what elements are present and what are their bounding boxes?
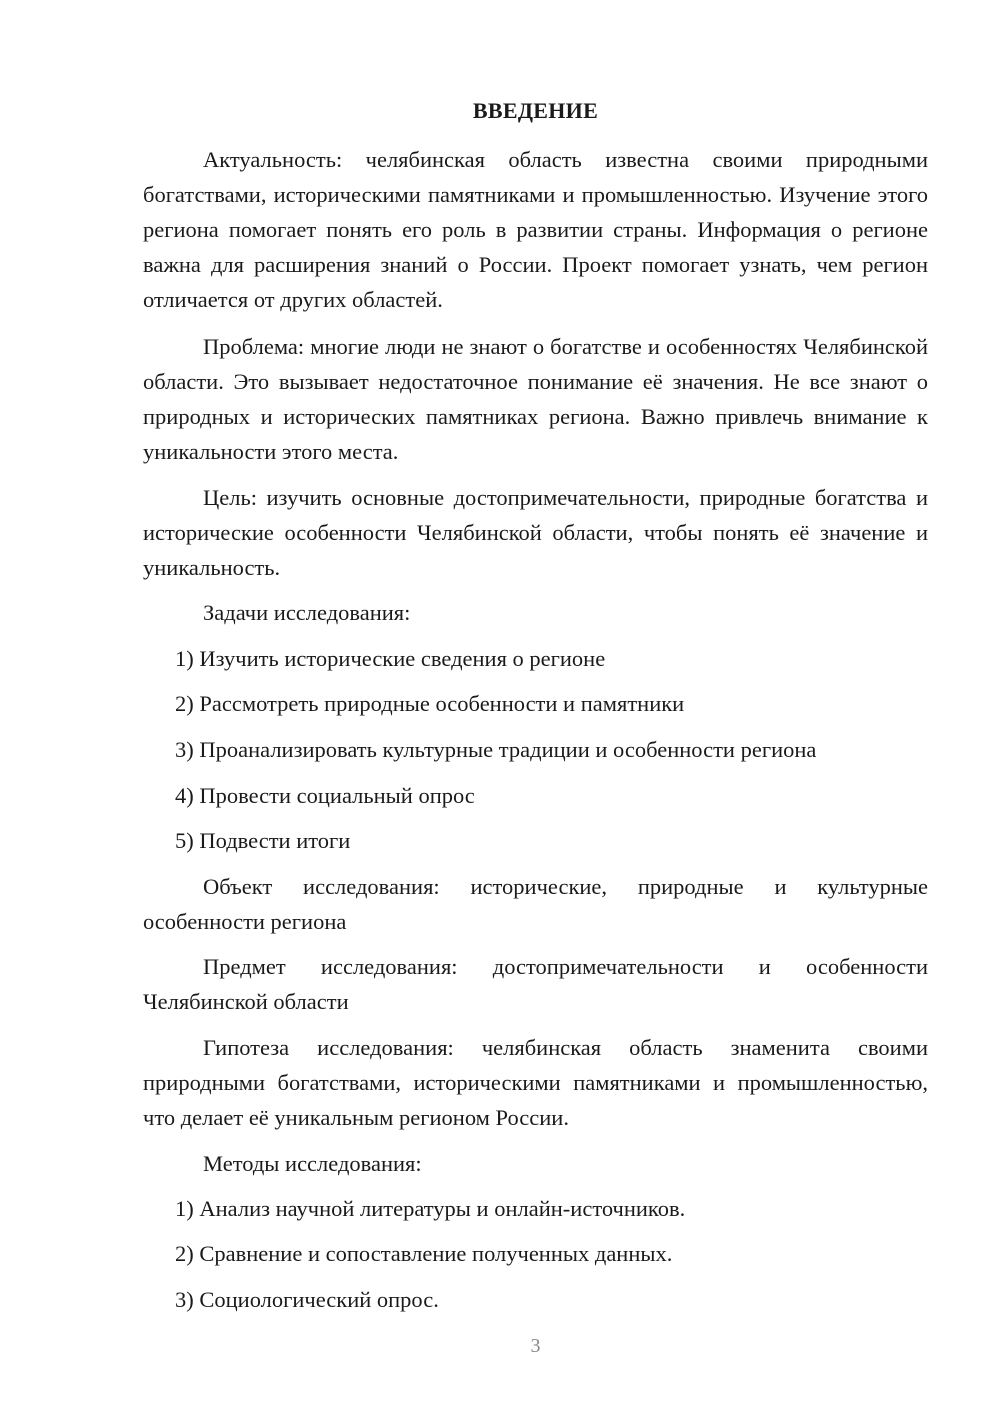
page-number: 3 — [530, 1335, 541, 1357]
paragraph-problem: Проблема: многие люди не знают о богатстве и особенностях Челябинской области. Это вызывает недостаточное понимание её значения. Не все знают о природных и исторических памятниках региона. Важно привлечь внимание к уникальности этого места. — [143, 334, 928, 464]
paragraph-relevance: Актуальность: челябинская область известна своими природными богатствами, историческими памятниками и промышленностью. Изучение этого региона помогает понять его роль в развитии страны. Информация о регионе важна для расширения знаний о России. Проект помогает узнать, чем регион отличается от других областей. — [143, 147, 928, 312]
list-item-task-2: 2) Рассмотреть природные особенности и памятники — [175, 691, 685, 716]
list-item-method-2: 2) Сравнение и сопоставление полученных данных. — [175, 1241, 673, 1266]
list-item-task-3: 3) Проанализировать культурные традиции и особенности региона — [175, 737, 817, 762]
list-item-method-3: 3) Социологический опрос. — [175, 1287, 439, 1312]
paragraph-goal: Цель: изучить основные достопримечательности, природные богатства и исторические особенности Челябинской области, чтобы понять её значение и уникальность. — [143, 485, 928, 580]
tasks-title: Задачи исследования: — [203, 600, 411, 625]
section-heading: ВВЕДЕНИЕ — [472, 98, 599, 123]
list-item-task-1: 1) Изучить исторические сведения о регионе — [175, 646, 606, 671]
paragraph-hypothesis: Гипотеза исследования: челябинская область знаменита своими природными богатствами, историческими памятниками и промышленностью, что делает её уникальным регионом России. — [143, 1035, 928, 1130]
list-item-task-5: 5) Подвести итоги — [175, 828, 351, 853]
list-item-task-4: 4) Провести социальный опрос — [175, 783, 475, 808]
paragraph-subject: Предмет исследования: достопримечательности и особенности Челябинской области — [143, 954, 928, 1014]
document-page — [143, 0, 928, 1414]
methods-title: Методы исследования: — [203, 1151, 422, 1176]
paragraph-object: Объект исследования: исторические, природные и культурные особенности региона — [143, 874, 928, 934]
list-item-method-1: 1) Анализ научной литературы и онлайн-источников. — [175, 1196, 686, 1221]
